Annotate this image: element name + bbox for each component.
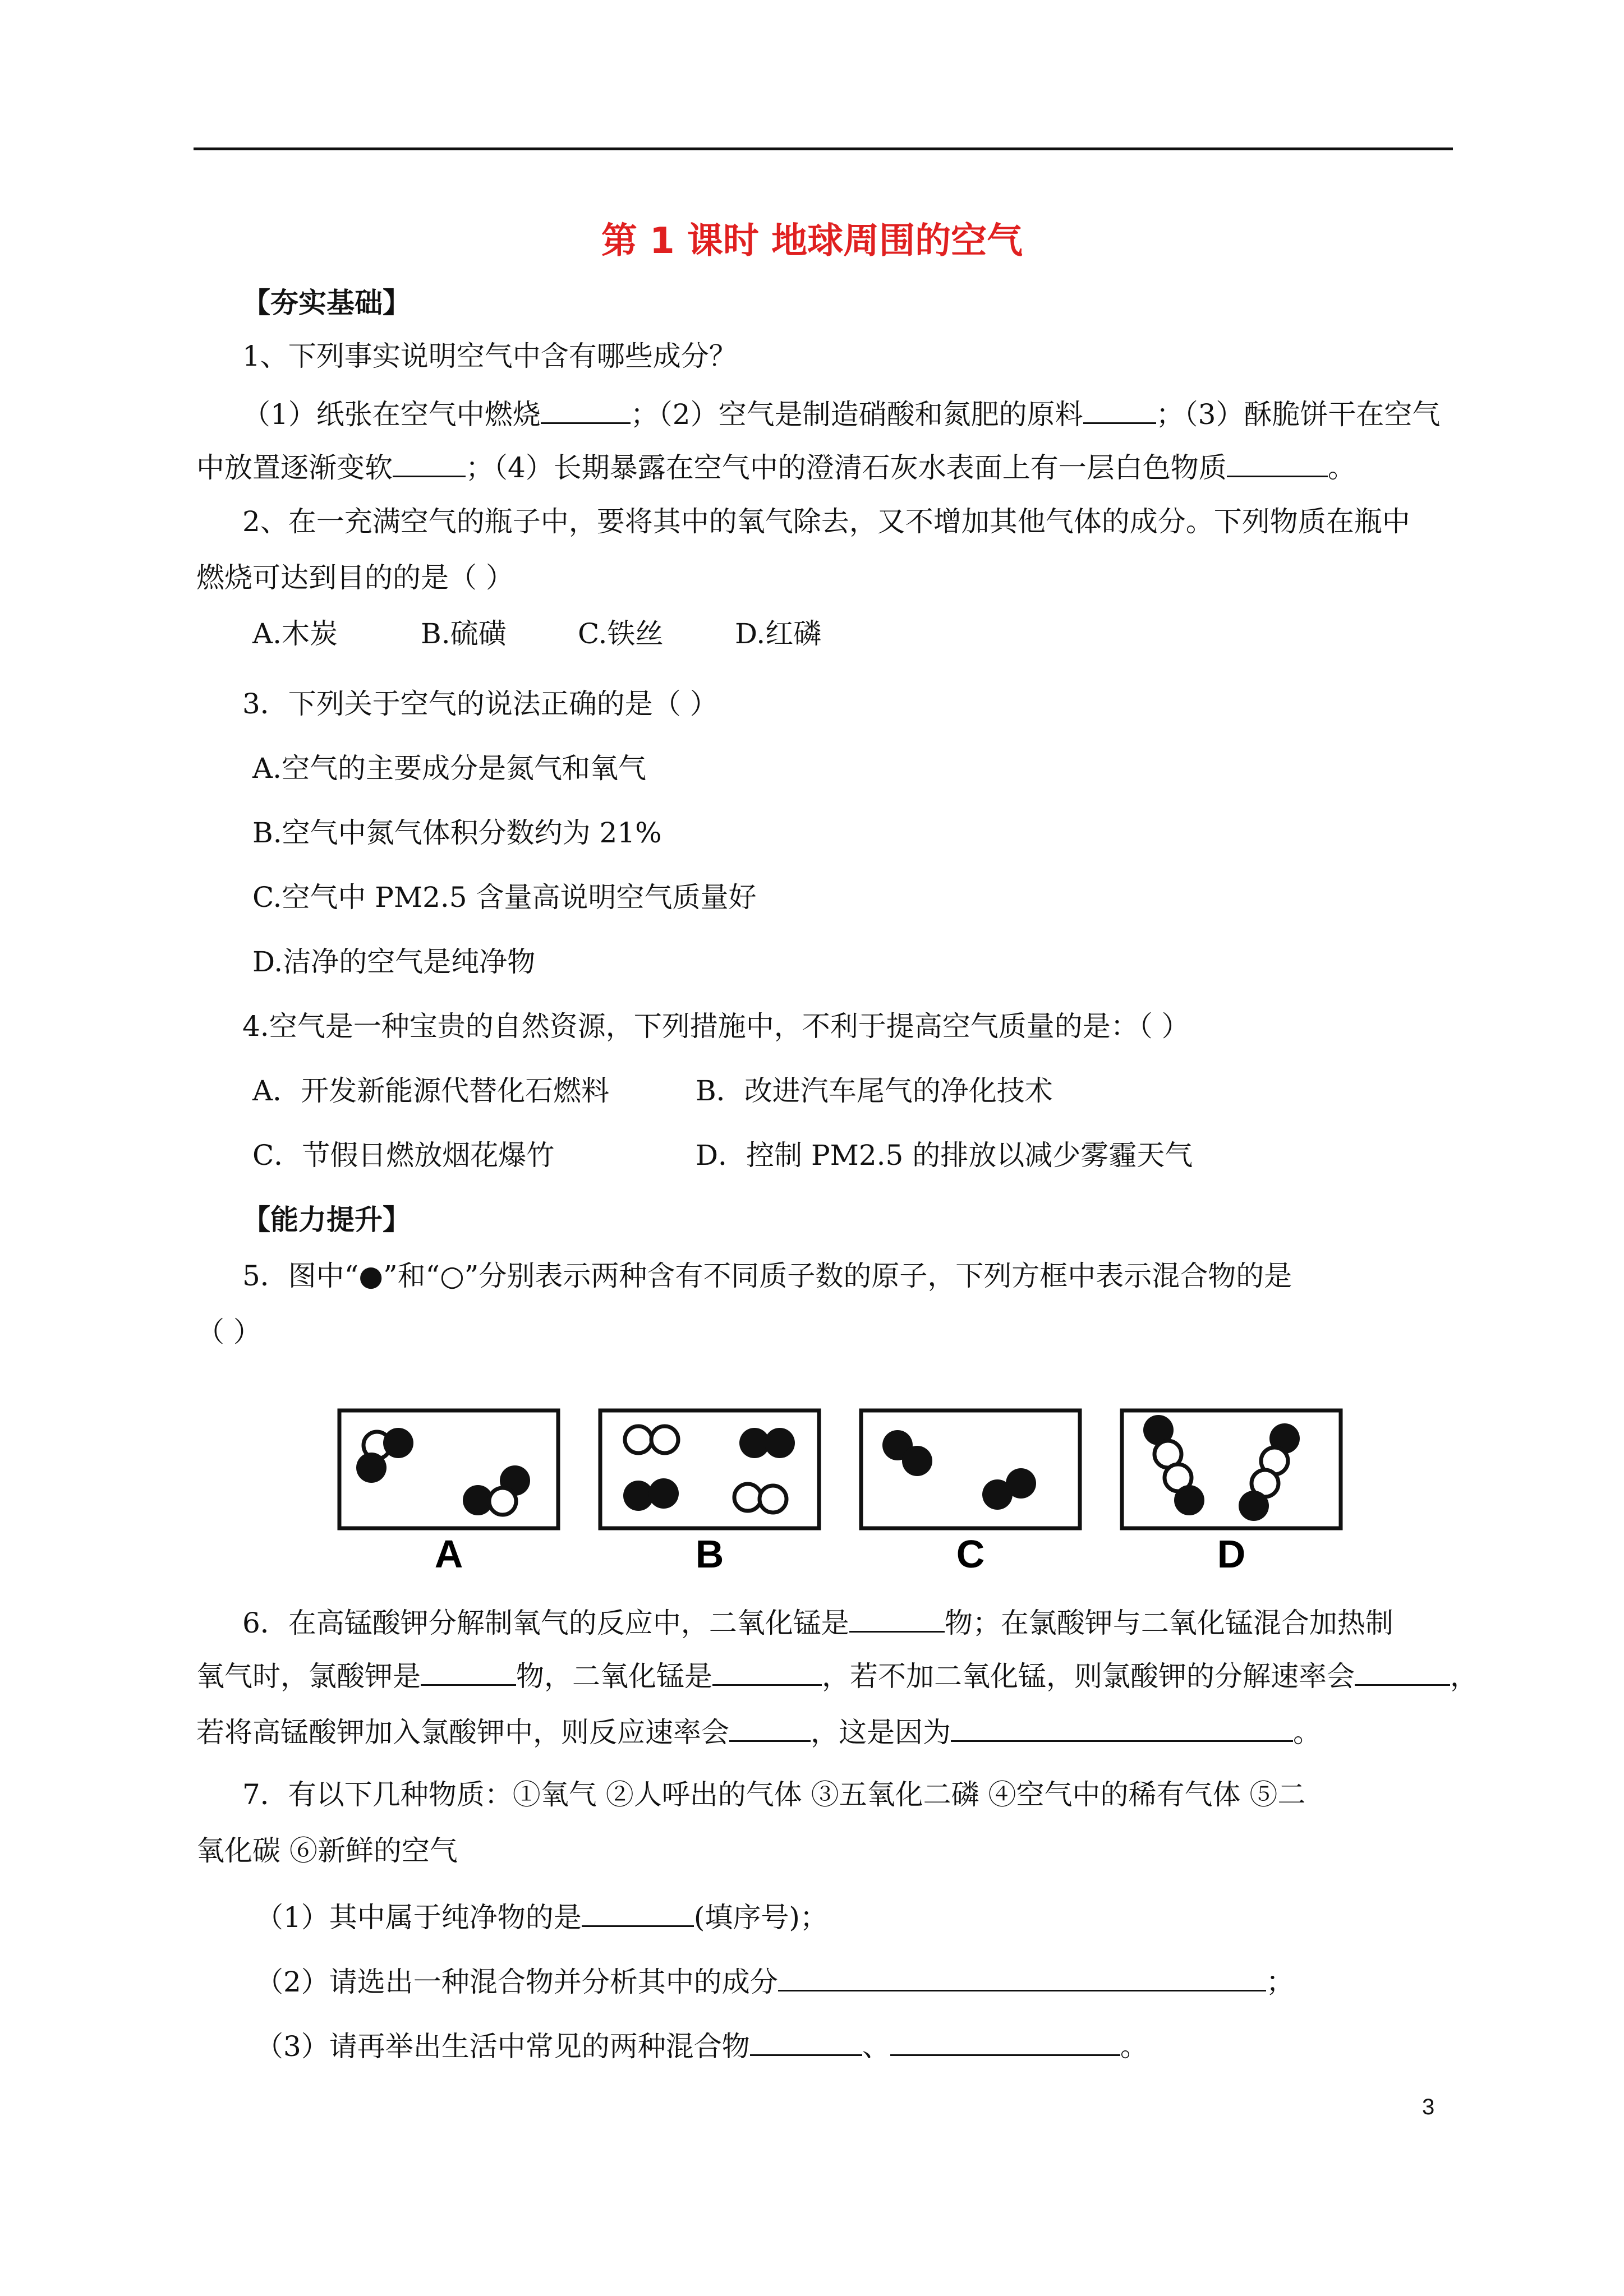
q5-box-d[interactable] bbox=[1122, 1410, 1341, 1528]
section-advanced: 【能力提升】 bbox=[242, 1204, 411, 1236]
q5-label-c: C bbox=[956, 1532, 985, 1573]
q6-blank-3[interactable] bbox=[712, 1657, 822, 1686]
q7-part-3: （3）请再举出生活中常见的两种混合物 、 。 bbox=[255, 2027, 1148, 2063]
q5-stem-a: 5．图中“●”和“○”分别表示两种含有不同质子数的原子，下列方框中表示混合物的是 bbox=[242, 1260, 1292, 1292]
q5-label-b: B bbox=[695, 1532, 724, 1573]
q5-label-d: D bbox=[1217, 1532, 1246, 1573]
q6-line3: 若将高锰酸钾加入氯酸钾中，则反应速率会 ，这是因为 。 bbox=[196, 1713, 1321, 1749]
page-number: 3 bbox=[1422, 2095, 1435, 2119]
q6-blank-6[interactable] bbox=[951, 1713, 1293, 1742]
q5-label-a: A bbox=[434, 1532, 463, 1573]
q4-stem: 4.空气是一种宝贵的自然资源，下列措施中，不利于提高空气质量的是：（ ） bbox=[242, 1010, 1190, 1043]
q2-stem-a: 2、在一充满空气的瓶子中，要将其中的氧气除去，又不增加其他气体的成分。下列物质在瓶中 bbox=[242, 505, 1410, 538]
q6-blank-1[interactable] bbox=[849, 1604, 945, 1633]
q2-option-a[interactable]: A.木炭 bbox=[252, 617, 338, 650]
q7-blank-2[interactable] bbox=[778, 1963, 1266, 1991]
q7-part-2: （2）请选出一种混合物并分析其中的成分 ； bbox=[255, 1963, 1294, 1999]
page-title: 第 1 课时 地球周围的空气 bbox=[601, 220, 1023, 262]
q6-blank-2[interactable] bbox=[421, 1657, 516, 1686]
q4-option-c[interactable]: C．节假日燃放烟花爆竹 bbox=[252, 1139, 555, 1172]
q2-option-b[interactable]: B.硫磺 bbox=[421, 617, 507, 650]
q4-option-a[interactable]: A．开发新能源代替化石燃料 bbox=[252, 1075, 610, 1107]
q4-option-b[interactable]: B．改进汽车尾气的净化技术 bbox=[696, 1075, 1053, 1107]
q5-stem-b: （ ） bbox=[196, 1316, 261, 1348]
q1-blank-2[interactable] bbox=[1083, 395, 1156, 424]
q2-option-d[interactable]: D.红磷 bbox=[735, 617, 822, 650]
q7-part-1: （1）其中属于纯净物的是 (填序号)； bbox=[255, 1898, 828, 1934]
section-basic: 【夯实基础】 bbox=[242, 287, 411, 319]
q6-blank-4[interactable] bbox=[1355, 1657, 1450, 1686]
q1-blank-4[interactable] bbox=[1227, 449, 1328, 477]
q7-stem-b: 氧化碳 ⑥新鲜的空气 bbox=[196, 1834, 458, 1867]
q3-option-b[interactable]: B.空气中氮气体积分数约为 21% bbox=[252, 817, 662, 849]
q3-option-c[interactable]: C.空气中 PM2.5 含量高说明空气质量好 bbox=[252, 881, 757, 914]
q3-stem: 3．下列关于空气的说法正确的是（ ） bbox=[242, 688, 718, 720]
header-rule bbox=[194, 147, 1453, 150]
q2-option-c[interactable]: C.铁丝 bbox=[578, 617, 664, 650]
q1-line1: （1）纸张在空气中燃烧 ；（2）空气是制造硝酸和氮肥的原料 ；（3）酥脆饼干在空气 bbox=[242, 395, 1440, 431]
q6-blank-5[interactable] bbox=[729, 1713, 811, 1742]
q6-line1: 6．在高锰酸钾分解制氧气的反应中，二氧化锰是 物；在氯酸钾与二氧化锰混合加热制 bbox=[242, 1604, 1393, 1640]
q1-line2: 中放置逐渐变软 ；（4）长期暴露在空气中的澄清石灰水表面上有一层白色物质 。 bbox=[196, 449, 1356, 485]
q4-option-d[interactable]: D．控制 PM2.5 的排放以减少雾霾天气 bbox=[696, 1139, 1193, 1172]
q1-stem: 1、下列事实说明空气中含有哪些成分？ bbox=[242, 340, 737, 372]
q5-box-b[interactable] bbox=[600, 1410, 819, 1528]
q1-blank-1[interactable] bbox=[541, 395, 631, 424]
q5-molecule-figure bbox=[337, 1405, 1358, 1573]
q7-blank-4[interactable] bbox=[890, 2027, 1120, 2056]
q2-stem-b: 燃烧可达到目的的是（ ） bbox=[196, 561, 514, 594]
q7-stem-a: 7．有以下几种物质：①氧气 ②人呼出的气体 ③五氧化二磷 ④空气中的稀有气体 ⑤二 bbox=[242, 1778, 1306, 1811]
q5-box-c[interactable] bbox=[861, 1410, 1080, 1528]
q7-blank-3[interactable] bbox=[750, 2027, 862, 2056]
q7-blank-1[interactable] bbox=[582, 1898, 694, 1927]
q3-option-a[interactable]: A.空气的主要成分是氮气和氧气 bbox=[252, 752, 647, 785]
q3-option-d[interactable]: D.洁净的空气是纯净物 bbox=[252, 946, 536, 978]
q1-blank-3[interactable] bbox=[393, 449, 466, 477]
q5-box-a[interactable] bbox=[339, 1410, 558, 1528]
q6-line2: 氧气时，氯酸钾是 物，二氧化锰是 ，若不加二氧化锰，则氯酸钾的分解速率会 ， bbox=[196, 1657, 1478, 1693]
